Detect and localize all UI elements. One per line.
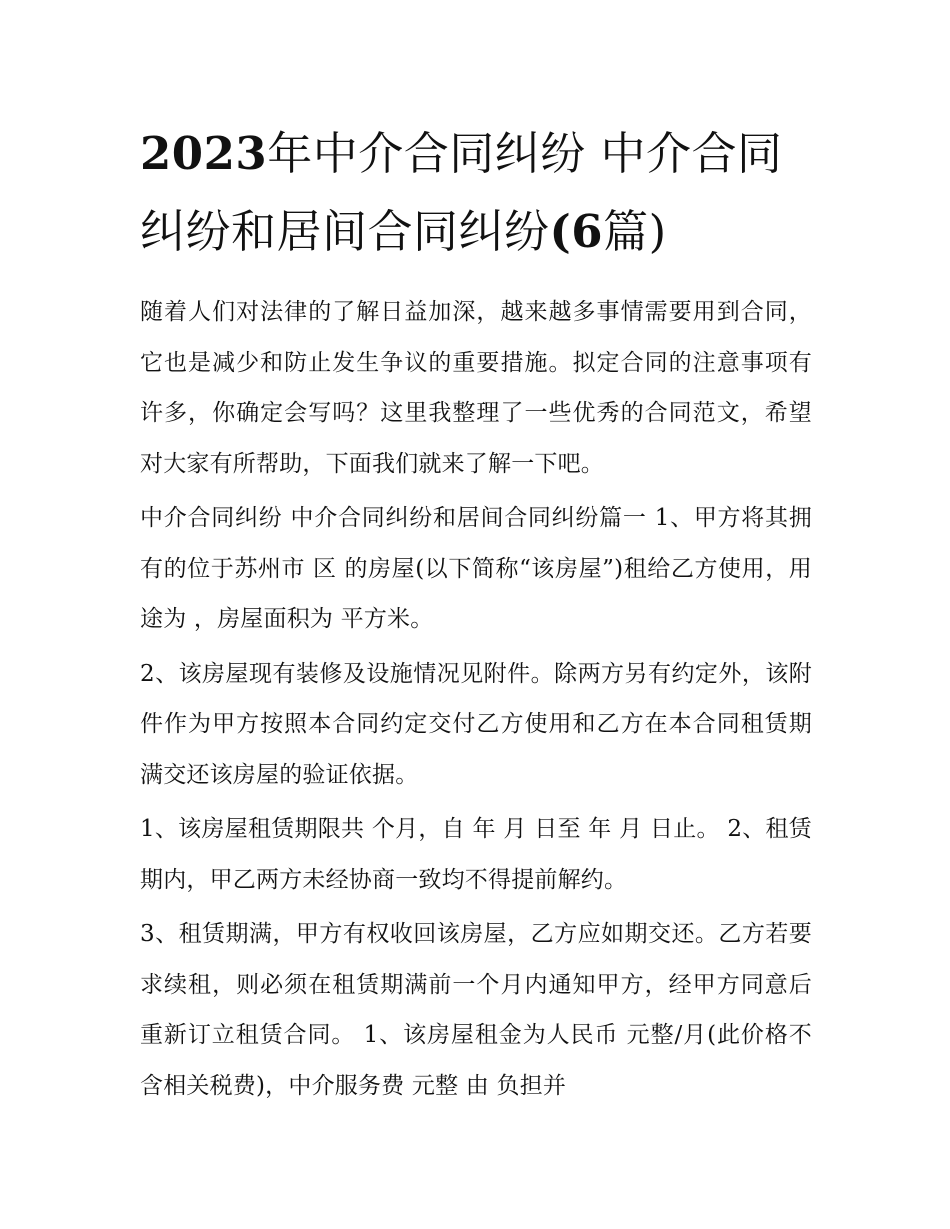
clause-paragraph: 2、该房屋现有装修及设施情况见附件。除两方另有约定外，该附件作为甲方按照本合同约定交付乙方使用和乙方在本合同租赁期满交还该房屋的验证依据。 [140,660,812,788]
title-main: 年中介合同纠纷 中介合同纠纷和居间合同纠纷 [140,127,783,258]
clause-paragraph: 3、租赁期满，甲方有权收回该房屋，乙方应如期交还。乙方若要求续租，则必须在租赁期满前一个月内通知甲方，经甲方同意后重新订立租赁合同。 1、该房屋租金为人民币 元整/月(此价格不含相关税费)，中介服务费 元整 由 负担并 [140,921,812,1099]
clause-paragraph: 1、该房屋租赁期限共 个月，自 年 月 日至 年 月 日止。 2、租赁期内，甲乙两方未经协商一致均不得提前解约。 [140,816,812,893]
document-body [140,115,812,1115]
title-year: 2023 [140,127,268,180]
document-title [140,115,812,271]
title-count: (6 [549,205,604,258]
intro-paragraph: 随着人们对法律的了解日益加深，越来越多事情需要用到合同，它也是减少和防止发生争议的重要措施。拟定合同的注意事项有许多，你确定会写吗？这里我整理了一些优秀的合同范文，希望对大家有所帮助，下面我们就来了解一下吧。 [140,299,812,477]
clause-paragraph: 中介合同纠纷 中介合同纠纷和居间合同纠纷篇一 1、甲方将其拥有的位于苏州市 区 的房屋(以下简称“该房屋”)租给乙方使用，用途为 ，房屋面积为 平方米。 [140,505,812,632]
title-suffix: 篇) [603,205,667,258]
